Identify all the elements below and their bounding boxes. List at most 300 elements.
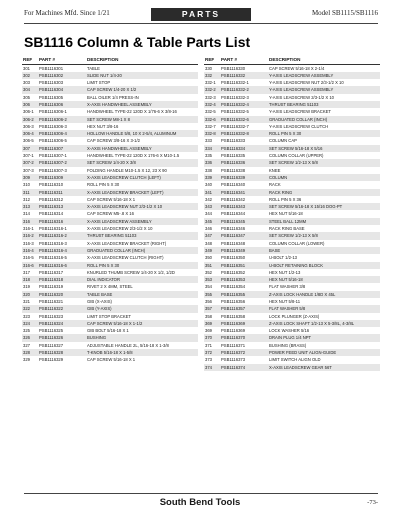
table-row bbox=[204, 145, 380, 152]
cell-part-number: PSB1116329 bbox=[39, 357, 64, 363]
table-row bbox=[204, 210, 380, 217]
cell-ref: 311 bbox=[22, 189, 38, 196]
cell-ref: 329 bbox=[23, 357, 30, 363]
cell-description: HEX NUT 5/16-18 bbox=[268, 276, 380, 283]
cell-description: HEX NUT 5/16-18 bbox=[269, 211, 303, 217]
table-row bbox=[204, 327, 380, 334]
cell-ref: 318 bbox=[22, 276, 38, 283]
cell-description: BUSHING (BRASS) bbox=[269, 342, 307, 348]
cell-ref: 310 bbox=[23, 182, 30, 188]
cell-description: HEX NUT 3/8-16 bbox=[87, 123, 119, 129]
table-row bbox=[204, 130, 380, 137]
table-row bbox=[22, 327, 198, 334]
cell-ref: 317 bbox=[23, 269, 30, 275]
cell-description: CAP SCREW 3/8-16 X 3-1/2 bbox=[87, 138, 140, 144]
cell-part-number: PSB1116369 bbox=[221, 328, 246, 334]
table-row bbox=[204, 203, 380, 210]
cell-description: THRUST BEARING 51103 bbox=[86, 232, 198, 239]
table-row bbox=[22, 152, 198, 159]
cell-part-number: PSB1116332-3 bbox=[221, 94, 249, 100]
cell-part-number: PSB1116323 bbox=[39, 313, 64, 319]
cell-part-number: PSB1116307 bbox=[38, 145, 86, 152]
table-row bbox=[22, 181, 198, 188]
table-row bbox=[22, 232, 198, 239]
cell-part-number: PSB1116370 bbox=[220, 334, 268, 341]
table-row bbox=[204, 269, 380, 276]
cell-ref: 316-3 bbox=[23, 240, 34, 246]
cell-ref: 328 bbox=[22, 349, 38, 356]
table-row bbox=[22, 130, 198, 137]
cell-ref: 339 bbox=[204, 174, 220, 181]
cell-part-number: PSB1116353 bbox=[220, 276, 268, 283]
cell-part-number: PSB1116349 bbox=[220, 247, 268, 254]
cell-part-number: PSB1116357 bbox=[220, 305, 268, 312]
cell-part-number: PSB1116332-8 bbox=[220, 130, 268, 137]
cell-description: SET SCREW 5/16-18 X 15/16 DOG-PT bbox=[268, 203, 380, 210]
cell-ref: 323 bbox=[23, 313, 30, 319]
cell-description: GIB (X-AXIS) bbox=[87, 299, 112, 304]
cell-ref: 316-2 bbox=[22, 232, 38, 239]
cell-description: X-AXIS LEADSCREW 2/3-1/2 X 10 bbox=[87, 226, 153, 232]
cell-part-number: PSB1116343 bbox=[220, 203, 268, 210]
cell-part-number: PSB1116334 bbox=[220, 145, 268, 152]
cell-ref: 356 bbox=[205, 299, 212, 304]
cell-ref: 332 bbox=[204, 72, 220, 79]
cell-description: CAP SCREW 5/16-18 X 1 bbox=[87, 357, 136, 363]
cell-description: POWER FEED UNIT ALIGN-GUIDE bbox=[268, 349, 380, 356]
header-section-tab: PARTS bbox=[151, 8, 251, 21]
cell-description: U-BOLT 1/2-13 bbox=[269, 255, 298, 261]
cell-ref: 334 bbox=[204, 145, 220, 152]
table-row bbox=[22, 305, 198, 312]
cell-description: RACK RING bbox=[268, 189, 380, 196]
cell-ref: 313 bbox=[22, 203, 38, 210]
cell-ref: 330 bbox=[205, 65, 212, 71]
cell-ref: 369 bbox=[205, 328, 212, 334]
cell-part-number: PSB1116348 bbox=[221, 240, 246, 246]
cell-part-number: PSB1116306 bbox=[38, 101, 86, 108]
cell-ref: 316-4 bbox=[22, 247, 38, 254]
cell-part-number: PSB1116371 bbox=[221, 342, 246, 348]
cell-description: LIMIT SWITCH ALIGN OLD bbox=[269, 357, 321, 363]
col-header-description: DESCRIPTION bbox=[86, 56, 198, 64]
page-title: SB1116 Column & Table Parts List bbox=[24, 34, 251, 50]
cell-description: Y-AXIS LEADSCREW ASSEMBLY bbox=[268, 72, 380, 79]
table-row bbox=[204, 240, 380, 247]
cell-description: BUSHING bbox=[86, 334, 198, 341]
cell-description: X-AXIS LEADSCREW NUT 2/3-1/2 X 10 bbox=[86, 203, 198, 210]
cell-part-number: PSB1116347 bbox=[220, 232, 268, 239]
cell-ref: 350 bbox=[205, 255, 212, 261]
cell-part-number: PSB1116306-3 bbox=[39, 123, 67, 129]
cell-part-number: PSB1116332-7 bbox=[221, 123, 249, 129]
cell-ref: 342 bbox=[205, 196, 212, 202]
cell-part-number: PSB1116333 bbox=[221, 138, 246, 144]
cell-part-number: PSB1116306-4 bbox=[38, 130, 86, 137]
cell-ref: 306-2 bbox=[22, 116, 38, 123]
table-row bbox=[22, 276, 198, 283]
cell-ref: 304 bbox=[22, 86, 38, 93]
table-row bbox=[204, 334, 380, 341]
table-row bbox=[204, 276, 380, 283]
cell-ref: 306-1 bbox=[23, 109, 34, 115]
table-row bbox=[204, 342, 380, 349]
table-row bbox=[204, 86, 380, 93]
cell-ref: 307 bbox=[22, 145, 38, 152]
table-row bbox=[22, 72, 198, 79]
cell-description: Z-AXIS LOCK SHAFT 1/2-13 X 5-3/8L, 4-3/8L bbox=[268, 320, 380, 327]
table-row bbox=[204, 64, 380, 72]
cell-part-number: PSB1116346 bbox=[221, 226, 246, 232]
cell-ref: 332-3 bbox=[205, 94, 216, 100]
cell-description: LOCK WASHER 5/16 bbox=[269, 328, 310, 334]
cell-part-number: PSB1116338 bbox=[221, 167, 246, 173]
table-row bbox=[22, 174, 198, 181]
cell-ref: 316 bbox=[22, 218, 38, 225]
cell-description: KNEE bbox=[269, 167, 281, 173]
cell-ref: 322 bbox=[22, 305, 38, 312]
cell-part-number: PSB1116350 bbox=[221, 255, 246, 261]
table-row bbox=[204, 79, 380, 86]
cell-part-number: PSB1116352 bbox=[221, 269, 246, 275]
cell-part-number: PSB1116312 bbox=[39, 196, 64, 202]
cell-part-number: PSB1116339 bbox=[220, 174, 268, 181]
table-row bbox=[22, 356, 198, 363]
cell-part-number: PSB1116374 bbox=[220, 364, 268, 371]
cell-ref: 326 bbox=[22, 334, 38, 341]
table-row bbox=[204, 262, 380, 269]
cell-description: CAP SCREW M5-.8 X 16 bbox=[87, 211, 134, 217]
cell-part-number: PSB1116342 bbox=[221, 196, 246, 202]
table-row bbox=[204, 254, 380, 261]
cell-description: SET SCREW 1/2-13 X 5/8 bbox=[268, 159, 380, 166]
table-row bbox=[204, 167, 380, 174]
cell-description: Y-AXIS LEADSCREW 2/3-1/2 X 10 bbox=[269, 94, 335, 100]
cell-description: RACK RING BASE bbox=[269, 226, 305, 232]
cell-part-number: PSB1116372 bbox=[220, 349, 268, 356]
cell-description: BASE bbox=[268, 247, 380, 254]
cell-description: SET SCREW 1/4-20 X 3/8 bbox=[86, 159, 198, 166]
cell-description: X-AXIS LEADSCREW CLUTCH (LEFT) bbox=[86, 174, 198, 181]
cell-ref: 353 bbox=[204, 276, 220, 283]
table-row bbox=[22, 320, 198, 327]
cell-description: CAP SCREW 1/4-20 X 1/2 bbox=[86, 86, 198, 93]
cell-ref: 327 bbox=[23, 342, 30, 348]
table-row bbox=[204, 94, 380, 101]
table-row bbox=[204, 123, 380, 130]
cell-part-number: PSB1116303 bbox=[39, 80, 64, 86]
cell-description: X-AXIS LEADSCREW GEAR 56T bbox=[268, 364, 380, 371]
cell-ref: 372 bbox=[204, 349, 220, 356]
cell-part-number: PSB1116307-2 bbox=[38, 159, 86, 166]
cell-description: GIB BOLT 5/16-18 X 1 bbox=[87, 328, 129, 334]
table-row bbox=[204, 181, 380, 188]
cell-part-number: PSB1116306-5 bbox=[39, 138, 67, 144]
col-header-part: PART # bbox=[38, 56, 86, 64]
cell-ref: 303 bbox=[23, 80, 30, 86]
table-row bbox=[22, 240, 198, 247]
table-row bbox=[22, 137, 198, 144]
cell-description: ROLL PIN 5 X 30 bbox=[268, 130, 380, 137]
cell-ref: 312 bbox=[23, 196, 30, 202]
table-row bbox=[22, 196, 198, 203]
cell-ref: 336 bbox=[204, 159, 220, 166]
table-row bbox=[204, 356, 380, 363]
cell-ref: 341 bbox=[204, 189, 220, 196]
cell-part-number: PSB1116327 bbox=[39, 342, 64, 348]
cell-description: BALL OILER 1/4 PRESS-IN bbox=[87, 94, 139, 100]
cell-part-number: PSB1116336 bbox=[220, 159, 268, 166]
cell-part-number: PSB1116373 bbox=[221, 357, 246, 363]
table-row bbox=[22, 79, 198, 86]
cell-ref: 306-4 bbox=[22, 130, 38, 137]
table-row bbox=[22, 145, 198, 152]
table-row bbox=[22, 64, 198, 72]
cell-description: GRADUATED COLLAR (INCH) bbox=[268, 116, 380, 123]
table-row bbox=[204, 116, 380, 123]
cell-part-number: PSB1116316-4 bbox=[38, 247, 86, 254]
table-row bbox=[22, 313, 198, 320]
cell-ref: 316-6 bbox=[22, 262, 38, 269]
cell-part-number: PSB1116321 bbox=[39, 299, 64, 304]
cell-ref: 346 bbox=[205, 226, 212, 232]
cell-part-number: PSB1116313 bbox=[38, 203, 86, 210]
cell-part-number: PSB1116307-1 bbox=[39, 153, 67, 159]
cell-part-number: PSB1116311 bbox=[38, 189, 86, 196]
cell-description: Y-AXIS LEADSCREW ASSEMBLY bbox=[268, 86, 380, 93]
cell-ref: 307-2 bbox=[22, 159, 38, 166]
cell-part-number: PSB1116316-3 bbox=[39, 240, 67, 246]
table-row bbox=[22, 342, 198, 349]
cell-description: X-AXIS HANDWHEEL ASSEMBLY bbox=[86, 145, 198, 152]
cell-ref: 345 bbox=[204, 218, 220, 225]
cell-description: DIAL INDICATOR bbox=[86, 276, 198, 283]
cell-ref: 316-5 bbox=[23, 255, 34, 261]
table-row bbox=[204, 196, 380, 203]
cell-ref: 332-4 bbox=[204, 101, 220, 108]
cell-ref: 349 bbox=[204, 247, 220, 254]
cell-ref: 348 bbox=[205, 240, 212, 246]
table-row bbox=[22, 334, 198, 341]
cell-ref: 357 bbox=[204, 305, 220, 312]
table-row bbox=[204, 320, 380, 327]
cell-ref: 306-5 bbox=[23, 138, 34, 144]
cell-description: HOLLOW HANDLE 5/8, 10 X 2-5/4, ALUMINUM bbox=[86, 130, 198, 137]
header-divider bbox=[24, 23, 378, 24]
cell-description: CAP SCREW 5/16-18 X 1 bbox=[87, 196, 136, 202]
table-row bbox=[204, 101, 380, 108]
cell-part-number: PSB1116332 bbox=[220, 72, 268, 79]
table-row bbox=[204, 159, 380, 166]
cell-part-number: PSB1116344 bbox=[221, 211, 246, 217]
cell-ref: 325 bbox=[23, 328, 30, 334]
table-row bbox=[22, 167, 198, 174]
header-model: Model SB1115/SB1116 bbox=[311, 9, 378, 17]
table-row bbox=[204, 189, 380, 196]
cell-ref: 332-7 bbox=[205, 123, 216, 129]
table-row bbox=[22, 254, 198, 261]
cell-part-number: PSB1116345 bbox=[220, 218, 268, 225]
cell-description: COLUMN CAP bbox=[269, 138, 297, 144]
cell-part-number: PSB1116332-4 bbox=[220, 101, 268, 108]
cell-part-number: PSB1116335 bbox=[221, 153, 246, 159]
col-header-part: PART # bbox=[220, 56, 268, 64]
cell-ref: 358 bbox=[205, 313, 212, 319]
cell-part-number: PSB1116306-2 bbox=[38, 116, 86, 123]
cell-description: COLUMN COLLAR (UPPER) bbox=[269, 153, 324, 159]
cell-ref: 335 bbox=[205, 153, 212, 159]
cell-part-number: PSB1116305 bbox=[39, 94, 64, 100]
cell-part-number: PSB1116316-1 bbox=[39, 226, 67, 232]
footer-divider bbox=[24, 493, 378, 494]
cell-part-number: PSB1116301 bbox=[39, 65, 64, 71]
table-row bbox=[22, 94, 198, 101]
cell-ref: 332-8 bbox=[204, 130, 220, 137]
cell-description: ADJUSTABLE HANDLE 2L, 5/16-18 X 1-3/8 bbox=[87, 342, 169, 348]
cell-ref: 306-3 bbox=[23, 123, 34, 129]
cell-description: X-AXIS LEADSCREW BRACKET (RIGHT) bbox=[87, 240, 167, 246]
cell-part-number: PSB1116369 bbox=[220, 320, 268, 327]
cell-ref: 305 bbox=[23, 94, 30, 100]
table-row bbox=[22, 298, 198, 305]
cell-part-number: PSB1116306-1 bbox=[39, 109, 67, 115]
cell-part-number: PSB1116332-1 bbox=[221, 80, 249, 86]
table-row bbox=[22, 86, 198, 93]
cell-description: HEX NUT 1/2-13 bbox=[269, 269, 301, 275]
table-row bbox=[204, 283, 380, 290]
cell-description: X-AXIS HANDWHEEL ASSEMBLY bbox=[86, 101, 198, 108]
cell-description: SET SCREW M8-1 X 8 bbox=[86, 116, 198, 123]
cell-description: STEEL BALL 12MM bbox=[268, 218, 380, 225]
cell-description: LIMIT STOP bbox=[87, 80, 111, 86]
cell-description: RACK bbox=[269, 182, 281, 188]
cell-description: Y-AXIS LEADSCREW CLUTCH bbox=[269, 123, 329, 129]
cell-part-number: PSB1116351 bbox=[220, 262, 268, 269]
cell-ref: 320 bbox=[22, 291, 38, 298]
table-row bbox=[204, 291, 380, 298]
cell-ref: 354 bbox=[205, 284, 212, 290]
cell-part-number: PSB1116332-5 bbox=[221, 109, 249, 115]
page-number: -73- bbox=[367, 499, 378, 506]
table-header-row bbox=[22, 56, 198, 64]
table-row bbox=[204, 298, 380, 305]
table-row bbox=[22, 262, 198, 269]
cell-ref: 333 bbox=[205, 138, 212, 144]
col-header-ref: REF bbox=[22, 56, 38, 64]
table-row bbox=[22, 247, 198, 254]
cell-ref: 302 bbox=[22, 72, 38, 79]
cell-description: GIB (Y-AXIS) bbox=[86, 305, 198, 312]
cell-description: U-BOLT RETAINING BLOCK bbox=[268, 262, 380, 269]
cell-part-number: PSB1116328 bbox=[38, 349, 86, 356]
cell-part-number: PSB1116307-3 bbox=[39, 167, 67, 173]
cell-description: CAP SCREW 5/16-18 X 1-1/2 bbox=[86, 320, 198, 327]
cell-ref: 374 bbox=[204, 364, 220, 371]
cell-ref: 307-3 bbox=[23, 167, 34, 173]
cell-description: Y-AXIS LEADSCREW NUT 2/3-1/2 X 10 bbox=[269, 80, 344, 86]
cell-ref: 301 bbox=[23, 65, 30, 71]
table-row bbox=[22, 101, 198, 108]
cell-description: SET SCREW 1/2-13 X 5/8 bbox=[268, 232, 380, 239]
table-row bbox=[204, 218, 380, 225]
cell-ref: 351 bbox=[204, 262, 220, 269]
cell-part-number: PSB1116356 bbox=[221, 299, 246, 304]
cell-description: X-AXIS LEADSCREW CLUTCH (RIGHT) bbox=[87, 255, 164, 261]
cell-ref: 332-1 bbox=[205, 80, 216, 86]
table-row bbox=[204, 247, 380, 254]
cell-description: CAP SCREW 5/16-18 X 2-1/4 bbox=[269, 65, 325, 71]
cell-ref: 314 bbox=[23, 211, 30, 217]
cell-ref: 340 bbox=[205, 182, 212, 188]
cell-part-number: PSB1116317 bbox=[39, 269, 64, 275]
cell-ref: 343 bbox=[204, 203, 220, 210]
cell-part-number: PSB1116332-2 bbox=[220, 86, 268, 93]
cell-description: HANDWHEEL TYPE-22 120D X 176-6 X M10-1.5 bbox=[87, 153, 180, 159]
cell-part-number: PSB1116310 bbox=[39, 182, 64, 188]
cell-part-number: PSB1116316-5 bbox=[39, 255, 67, 261]
cell-description: HEX NUT 5/8-11 bbox=[269, 299, 301, 304]
cell-description: T-KNOB 5/16-18 X 1-5/8 bbox=[86, 349, 198, 356]
table-row bbox=[22, 218, 198, 225]
table-row bbox=[22, 225, 198, 232]
table-row bbox=[204, 349, 380, 356]
cell-ref: 332-5 bbox=[205, 109, 216, 115]
cell-ref: 352 bbox=[205, 269, 212, 275]
cell-description: TABLE BASE bbox=[86, 291, 198, 298]
cell-description: KNURLED THUMB SCREW 1/4-20 X 1/2, 1/2D bbox=[87, 269, 175, 275]
cell-ref: 316-1 bbox=[23, 226, 34, 232]
cell-part-number: PSB1116324 bbox=[38, 320, 86, 327]
table-row bbox=[22, 349, 198, 356]
cell-description: Y-AXIS LEADSCREW BRACKET bbox=[269, 109, 331, 115]
parts-table-left bbox=[22, 56, 198, 364]
cell-part-number: PSB1116330 bbox=[221, 65, 246, 71]
cell-part-number: PSB1116326 bbox=[38, 334, 86, 341]
cell-ref: 355 bbox=[204, 291, 220, 298]
cell-part-number: PSB1116332-6 bbox=[220, 116, 268, 123]
cell-part-number: PSB1116340 bbox=[221, 182, 246, 188]
cell-description: TABLE bbox=[87, 65, 100, 71]
cell-ref: 319 bbox=[23, 284, 30, 290]
cell-description: FOLDING HANDLE M10-1.5 X 12, 23 X 90 bbox=[87, 167, 167, 173]
table-row bbox=[204, 364, 380, 371]
cell-description: ROLL PIN 5 X 30 bbox=[86, 262, 198, 269]
cell-description: SLIDE NUT 1/4-20 bbox=[86, 72, 198, 79]
header-machines-note: For Machines Mfd. Since 1/21 bbox=[24, 9, 110, 17]
table-row bbox=[204, 152, 380, 159]
cell-description: X-AXIS LEADSCREW ASSEMBLY bbox=[86, 218, 198, 225]
table-row bbox=[22, 123, 198, 130]
col-header-description: DESCRIPTION bbox=[268, 56, 380, 64]
cell-ref: 309 bbox=[22, 174, 38, 181]
cell-part-number: PSB1116354 bbox=[221, 284, 246, 290]
cell-description: LOCK PLUNGER (Z-AXIS) bbox=[269, 313, 320, 319]
cell-part-number: PSB1116322 bbox=[38, 305, 86, 312]
table-row bbox=[204, 225, 380, 232]
cell-ref: 371 bbox=[205, 342, 212, 348]
cell-ref: 369 bbox=[204, 320, 220, 327]
cell-part-number: PSB1116302 bbox=[38, 72, 86, 79]
cell-ref: 332-6 bbox=[204, 116, 220, 123]
cell-ref: 324 bbox=[22, 320, 38, 327]
table-row bbox=[22, 283, 198, 290]
table-row bbox=[204, 305, 380, 312]
cell-part-number: PSB1116309 bbox=[38, 174, 86, 181]
cell-ref: 370 bbox=[204, 334, 220, 341]
table-row bbox=[22, 108, 198, 115]
cell-ref: 332-2 bbox=[204, 86, 220, 93]
cell-part-number: PSB1116318 bbox=[38, 276, 86, 283]
